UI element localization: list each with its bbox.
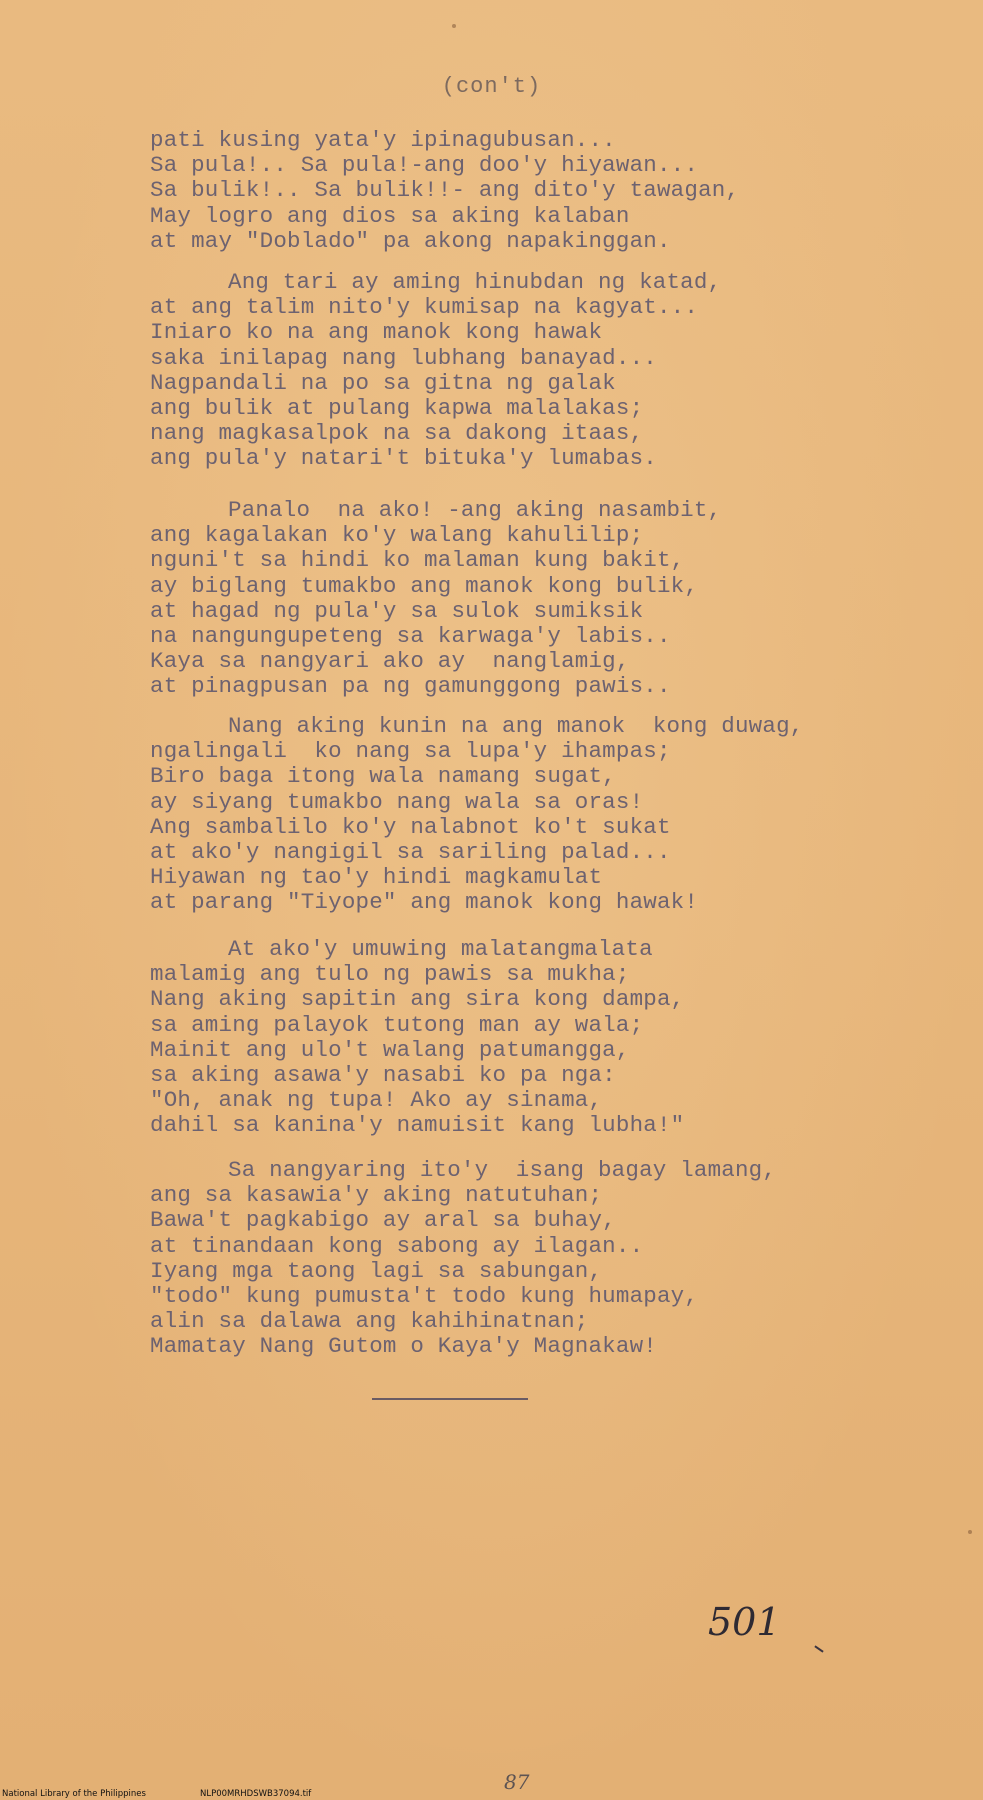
poem-line: at tinandaan kong sabong ay ilagan.. [150,1232,644,1259]
poem-line: at may "Doblado" pa akong napakinggan. [150,227,671,254]
paper-speck [452,24,456,28]
poem-line: Ang tari ay aming hinubdan ng katad, [228,269,722,295]
poem-line: ang bulik at pulang kapwa malalakas; [150,395,644,422]
poem-line: Biro baga itong wala namang sugat, [150,763,616,790]
poem-line: nguni't sa hindi ko malaman kung bakit, [150,547,685,574]
poem-line: saka inilapag nang lubhang banayad... [150,344,657,371]
stanza-1 [150,128,739,254]
poem-line: alin sa dalawa ang kahihinatnan; [150,1308,589,1335]
poem-line: ay siyang tumakbo nang wala sa oras! [150,788,644,815]
end-rule-divider [372,1398,528,1400]
poem-line: Mamatay Nang Gutom o Kaya'y Magnakaw! [150,1333,657,1360]
handwritten-page-number: 501 [708,1600,781,1644]
poem-line: ay biglang tumakbo ang manok kong bulik, [150,572,699,599]
poem-line: Mainit ang ulo't walang patumangga, [150,1036,630,1063]
poem-line: ang pula'y natari't bituka'y lumabas. [150,445,657,472]
poem-line: pati kusing yata'y ipinagubusan... [150,127,616,153]
poem-line: dahil sa kanina'y namuisit kang lubha!" [150,1112,685,1139]
poem-line: May logro ang dios sa aking kalaban [150,202,630,229]
poem-line: Bawa't pagkabigo ay aral sa buhay, [150,1207,616,1234]
poem-line: at hagad ng pula'y sa sulok sumiksik [150,597,644,624]
poem-line: ang sa kasawia'y aking natutuhan; [150,1182,603,1209]
poem-line: Sa nangyaring ito'y isang bagay lamang, [228,1157,777,1183]
pencil-mark [814,1645,823,1652]
poem-line: Panalo na ako! -ang aking nasambit, [228,497,722,523]
continued-header: (con't) [441,74,542,99]
stanza-2 [150,270,721,472]
poem-line: Nang aking kunin na ang manok kong duwag, [228,713,804,739]
poem-line: Nagpandali na po sa gitna ng galak [150,369,616,396]
poem-line: Kaya sa nangyari ako ay nanglamig, [150,648,630,675]
poem-line: Hiyawan ng tao'y hindi magkamulat [150,864,603,891]
poem-line: ngalingali ko nang sa lupa'y ihampas; [150,738,671,765]
poem-line: sa aming palayok tutong man ay wala; [150,1011,644,1038]
poem-line: malamig ang tulo ng pawis sa mukha; [150,961,630,988]
poem-line: Nang aking sapitin ang sira kong dampa, [150,986,685,1013]
stanza-3 [150,498,721,700]
paper-speck [968,1530,972,1534]
stanza-4 [150,714,804,916]
poem-line: na nangungupeteng sa karwaga'y labis.. [150,623,671,650]
scan-footer [0,1788,983,1800]
poem-line: at ang talim nito'y kumisap na kagyat... [150,294,699,321]
poem-line: "todo" kung pumusta't todo kung humapay, [150,1283,699,1310]
poem-line: Sa pula!.. Sa pula!-ang doo'y hiyawan... [150,152,699,179]
poem-line: ang kagalakan ko'y walang kahulilip; [150,522,644,549]
poem-line: at ako'y nangigil sa sariling palad... [150,839,671,866]
stanza-6 [150,1158,776,1360]
poem-line: "Oh, anak ng tupa! Ako ay sinama, [150,1087,603,1114]
bottom-page-number: 87 [504,1770,530,1794]
poem-line: nang magkasalpok na sa dakong itaas, [150,420,644,447]
footer-library: National Library of the Philippines [2,1789,146,1799]
stanza-5 [150,937,684,1139]
poem-line: Iyang mga taong lagi sa sabungan, [150,1257,603,1284]
poem-line: Ang sambalilo ko'y nalabnot ko't sukat [150,813,671,840]
poem-line: at pinagpusan pa ng gamunggong pawis.. [150,673,671,700]
poem-line: At ako'y umuwing malatangmalata [228,936,653,962]
poem-line: at parang "Tiyope" ang manok kong hawak! [150,889,699,916]
poem-line: Iniaro ko na ang manok kong hawak [150,319,603,346]
poem-line: sa aking asawa'y nasabi ko pa nga: [150,1062,616,1089]
footer-filename: NLP00MRHDSWB37094.tif [200,1789,312,1799]
poem-line: Sa bulik!.. Sa bulik!!- ang dito'y tawagan, [150,177,740,204]
